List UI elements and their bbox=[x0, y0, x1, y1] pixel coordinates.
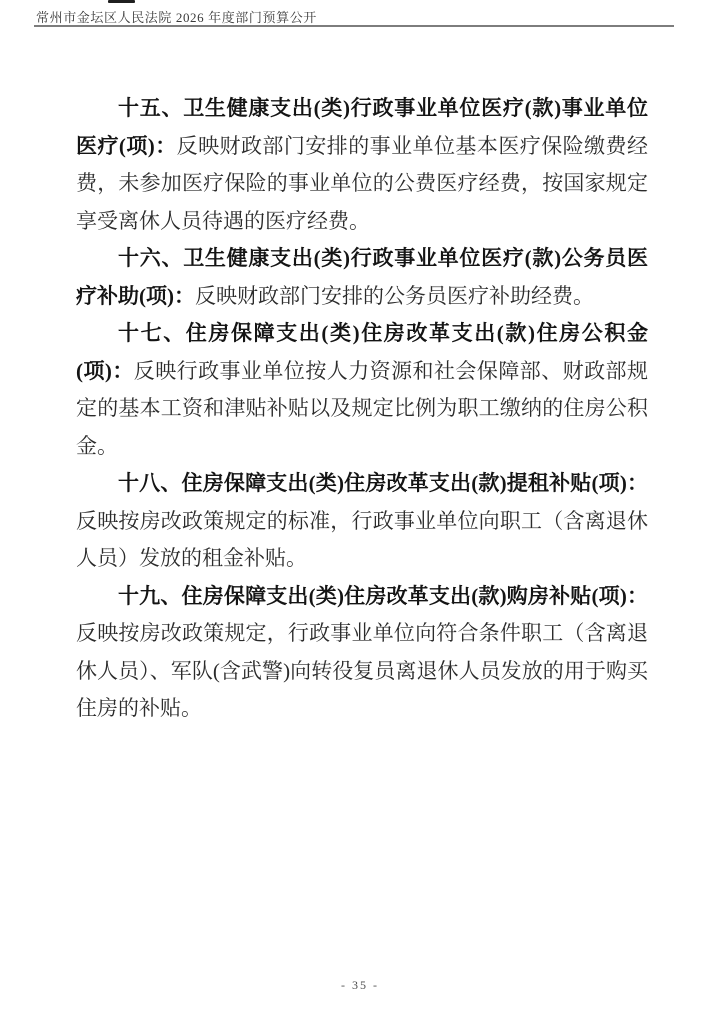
paragraph-19 bbox=[76, 578, 648, 728]
paragraph-18-heading: 十八、住房保障支出(类)住房改革支出(款)提租补贴(项)： bbox=[118, 471, 648, 495]
paragraph-15 bbox=[76, 90, 648, 240]
paragraph-15-heading: 十五、卫生健康支出(类)行政事业单位医疗(款)事业单位医疗(项)： bbox=[76, 96, 648, 158]
paragraph-18 bbox=[76, 465, 648, 578]
scan-artifact bbox=[108, 0, 135, 3]
document-header-title: 常州市金坛区人民法院 2026 年度部门预算公开 bbox=[36, 10, 317, 25]
paragraph-17-heading: 十七、住房保障支出(类)住房改革支出(款)住房公积金(项)： bbox=[76, 321, 648, 383]
paragraph-17-text: 反映行政事业单位按人力资源和社会保障部、财政部规定的基本工资和津贴补贴以及规定比例为职工缴纳的住房公积金。 bbox=[76, 358, 648, 458]
header-divider bbox=[34, 25, 674, 27]
paragraph-18-text: 反映按房改政策规定的标准，行政事业单位向职工（含离退休人员）发放的租金补贴。 bbox=[76, 508, 648, 570]
paragraph-17 bbox=[76, 315, 648, 465]
paragraph-19-text: 反映按房改政策规定，行政事业单位向符合条件职工（含离退休人员）、军队(含武警)向转役复员离退休人员发放的用于购买住房的补贴。 bbox=[76, 621, 648, 720]
paragraph-16-text: 反映财政部门安排的公务员医疗补助经费。 bbox=[195, 283, 594, 308]
paragraph-16 bbox=[76, 240, 648, 315]
document-body bbox=[76, 90, 648, 728]
paragraph-19-heading: 十九、住房保障支出(类)住房改革支出(款)购房补贴(项)： bbox=[118, 583, 648, 608]
page-number: - 35 - bbox=[341, 978, 379, 992]
paragraph-15-text: 反映财政部门安排的事业单位基本医疗保险缴费经费，未参加医疗保险的事业单位的公费医疗经费，按国家规定享受离休人员待遇的医疗经费。 bbox=[76, 133, 648, 233]
paragraph-16-heading: 十六、卫生健康支出(类)行政事业单位医疗(款)公务员医疗补助(项)： bbox=[76, 246, 648, 308]
